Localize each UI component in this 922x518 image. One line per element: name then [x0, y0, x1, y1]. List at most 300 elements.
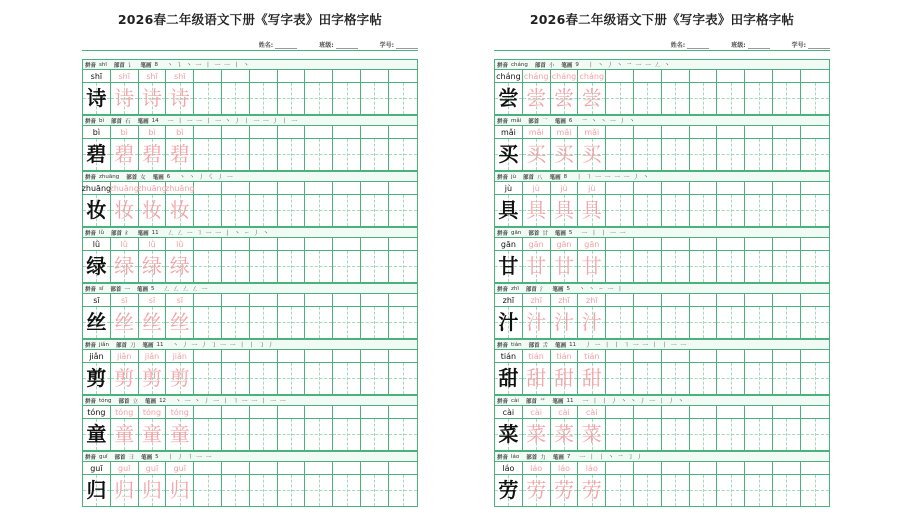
tianzige-cell: [523, 195, 551, 226]
tianzige-cell: [166, 419, 194, 450]
tianzige-cell: [578, 251, 606, 282]
character-block: [494, 59, 830, 115]
blank-practice-cell: [333, 195, 361, 226]
stroke-count: 14: [151, 117, 159, 124]
pinyin-cell: láo: [523, 462, 551, 473]
pinyin-cell: jù: [578, 182, 606, 193]
blank-practice-cell: [690, 139, 718, 170]
pinyin-cell: jiǎn: [139, 350, 167, 361]
pinyin-cell: [662, 70, 690, 81]
radical-label: 部首: [528, 230, 540, 237]
worksheet-title: 2026春二年级语文下册《写字表》田字格字帖: [529, 12, 795, 27]
stroke-glyph: 一: [645, 62, 652, 70]
blank-practice-cell: [690, 307, 718, 338]
stroke-glyph: 一: [167, 118, 175, 126]
pinyin-cell: [606, 406, 634, 417]
stroke-glyph: 丶: [597, 62, 604, 70]
pinyin-cell: [717, 406, 745, 417]
trace-character: 劳: [581, 478, 602, 503]
pinyin-value: gān: [511, 229, 522, 236]
strokes-label: 笔画: [137, 230, 149, 237]
stroke-glyph: 丨: [587, 62, 595, 70]
stroke-glyph: 一: [270, 398, 277, 406]
id-field: [792, 40, 830, 49]
radical-label: 部首: [526, 454, 538, 461]
character-block: [82, 171, 418, 227]
blank-practice-cell: [333, 251, 361, 282]
character-block: [494, 395, 830, 451]
id-label: 学号:: [379, 42, 394, 49]
stroke-glyph: ㇜: [163, 286, 170, 294]
tianzige-cell: [578, 363, 606, 394]
blank-practice-cell: [389, 139, 417, 170]
pinyin-cell: [278, 462, 306, 473]
blank-practice-cell: [801, 139, 829, 170]
strokes-label: 笔画: [561, 62, 573, 69]
stroke-glyph: 丶: [262, 230, 270, 238]
stroke-glyph: 一: [619, 230, 626, 238]
pinyin-cell: [717, 294, 745, 305]
trace-character: 汁: [581, 310, 602, 335]
strokes-label: 笔画: [552, 398, 564, 405]
pinyin-cell: [222, 406, 250, 417]
tianzige-cell: [495, 307, 523, 338]
pinyin-cell: bì: [111, 126, 139, 137]
stroke-count: 5: [150, 285, 155, 292]
radical-label: 部首: [114, 454, 126, 461]
pinyin-cell: [717, 238, 745, 249]
blank-practice-cell: [717, 475, 745, 506]
character-row: [82, 194, 418, 227]
stroke-glyph: ㇕: [186, 454, 194, 462]
pinyin-cell: [389, 406, 417, 417]
pinyin-cell: sī: [166, 294, 194, 305]
trace-character: 买: [526, 142, 547, 167]
pinyin-cell: [662, 406, 690, 417]
blank-practice-cell: [361, 307, 389, 338]
blank-practice-cell: [606, 475, 634, 506]
pinyin-cell: [634, 406, 662, 417]
blank-practice-cell: [305, 419, 333, 450]
character-info-header: [494, 227, 830, 237]
trace-character: 诗: [169, 86, 190, 111]
model-character: 碧: [86, 142, 107, 167]
blank-practice-cell: [662, 139, 690, 170]
right-worksheet: [494, 0, 830, 518]
stroke-glyph: ㇆: [210, 342, 218, 350]
blank-practice-cell: [389, 251, 417, 282]
pinyin-cell: guī: [166, 462, 194, 473]
blank-practice-cell: [250, 83, 278, 114]
pinyin-cell: [717, 70, 745, 81]
stroke-order: [581, 116, 635, 125]
strokes-label: 笔画: [552, 454, 564, 461]
stroke-count: 12: [159, 397, 167, 404]
tianzige-cell: [83, 363, 111, 394]
stroke-glyph: 一: [215, 230, 222, 238]
pinyin-row: [494, 461, 830, 473]
pinyin-cell: [333, 182, 361, 193]
stroke-order: [579, 452, 643, 461]
pinyin-cell: [222, 126, 250, 137]
blank-practice-cell: [278, 139, 306, 170]
trace-character: 菜: [526, 422, 547, 447]
character-row: [82, 250, 418, 283]
stroke-glyph: 丶: [234, 230, 241, 238]
trace-character: 绿: [141, 254, 162, 279]
pinyin-cell: [634, 70, 662, 81]
pinyin-value: láo: [511, 453, 520, 460]
blank-practice-cell: [606, 419, 634, 450]
stroke-glyph: ㇆: [258, 342, 265, 350]
pinyin-cell: [194, 406, 222, 417]
pinyin-cell: [333, 462, 361, 473]
strokes-label: 笔画: [152, 174, 164, 181]
pinyin-cell: lǜ: [139, 238, 167, 249]
blank-practice-cell: [745, 363, 773, 394]
pinyin-cell: [634, 462, 662, 473]
pinyin-cell: [717, 182, 745, 193]
tianzige-cell: [523, 307, 551, 338]
pinyin-cell: [305, 462, 333, 473]
stroke-count: 9: [575, 61, 579, 68]
tianzige-cell: [551, 307, 579, 338]
pinyin-cell: [361, 294, 389, 305]
stroke-glyph: 丿: [606, 62, 614, 70]
stroke-glyph: ㇀: [243, 230, 251, 238]
tianzige-cell: [495, 363, 523, 394]
model-character: 汁: [498, 310, 519, 335]
stroke-glyph: 丶: [620, 398, 628, 406]
trace-character: 菜: [553, 422, 574, 447]
stroke-glyph: 一: [205, 230, 213, 238]
stroke-glyph: 一: [201, 286, 209, 294]
blank-practice-cell: [634, 139, 662, 170]
stroke-glyph: 丨: [248, 342, 256, 350]
stroke-glyph: 丨: [658, 398, 666, 406]
stroke-count: 6: [568, 117, 573, 124]
stroke-glyph: ㇆: [626, 454, 634, 462]
pinyin-label: 拼音: [85, 454, 97, 461]
blank-practice-cell: [662, 475, 690, 506]
tianzige-cell: [523, 251, 551, 282]
trace-character: 甘: [553, 254, 574, 279]
pinyin-value: cài: [511, 397, 519, 404]
blank-practice-cell: [250, 307, 278, 338]
pinyin-cell: [333, 350, 361, 361]
radical-value: 力: [540, 454, 546, 461]
trace-character: 甜: [526, 366, 547, 391]
pinyin-cell: [773, 406, 801, 417]
pinyin-cell: bì: [166, 126, 194, 137]
radical-label: 部首: [118, 398, 130, 405]
pinyin-cell: [745, 462, 773, 473]
tianzige-cell: [111, 195, 139, 226]
pinyin-cell: [222, 238, 250, 249]
stroke-glyph: 一: [196, 454, 203, 462]
stroke-glyph: 丶: [590, 118, 598, 126]
stroke-glyph: 丨: [167, 454, 175, 462]
trace-character: 归: [114, 478, 135, 503]
stroke-glyph: 丨: [592, 398, 599, 406]
pinyin-cell: [773, 182, 801, 193]
practice-grid: [82, 59, 418, 507]
stroke-count: 5: [566, 285, 570, 292]
blank-practice-cell: [194, 195, 222, 226]
pinyin-cell: mǎi: [495, 126, 523, 137]
pinyin-cell: [278, 70, 306, 81]
pinyin-cell: láo: [551, 462, 579, 473]
strokes-label: 笔画: [555, 342, 567, 349]
stroke-glyph: 丶: [243, 62, 250, 70]
stroke-glyph: 丨: [233, 62, 241, 70]
pinyin-cell: [222, 294, 250, 305]
stroke-glyph: 一: [195, 62, 203, 70]
stroke-order: [583, 396, 685, 405]
pinyin-cell: [690, 294, 718, 305]
pinyin-cell: [773, 350, 801, 361]
blank-practice-cell: [773, 475, 801, 506]
pinyin-cell: láo: [578, 462, 606, 473]
blank-practice-cell: [662, 195, 690, 226]
stroke-glyph: 一: [226, 174, 234, 182]
stroke-glyph: 一: [241, 398, 249, 406]
blank-practice-cell: [662, 307, 690, 338]
stroke-order: [179, 172, 233, 181]
pinyin-cell: [194, 294, 222, 305]
pinyin-cell: [361, 70, 389, 81]
pinyin-cell: shī: [83, 70, 111, 81]
blank-practice-cell: [773, 363, 801, 394]
pinyin-cell: [222, 350, 250, 361]
model-character: 菜: [498, 422, 519, 447]
pinyin-label: 拼音: [85, 398, 97, 405]
pinyin-cell: jù: [551, 182, 579, 193]
pinyin-cell: [690, 70, 718, 81]
blank-practice-cell: [222, 307, 250, 338]
blank-practice-cell: [305, 139, 333, 170]
tianzige-cell: [139, 139, 167, 170]
header-divider: [82, 50, 418, 51]
stroke-glyph: 一: [607, 286, 615, 294]
tianzige-cell: [139, 307, 167, 338]
stroke-glyph: ㇜: [192, 286, 199, 294]
stroke-glyph: 丿: [198, 174, 205, 182]
character-block: [82, 339, 418, 395]
pinyin-cell: guī: [139, 462, 167, 473]
pinyin-cell: jù: [495, 182, 523, 193]
blank-practice-cell: [717, 251, 745, 282]
pinyin-cell: [634, 294, 662, 305]
character-info-header: [82, 115, 418, 125]
pinyin-cell: zhuāng: [81, 183, 112, 193]
pinyin-value: shī: [99, 61, 107, 68]
blank-practice-cell: [745, 139, 773, 170]
pinyin-value: tián: [511, 341, 522, 348]
stroke-glyph: 一: [215, 118, 222, 126]
stroke-glyph: 一: [224, 62, 231, 70]
blank-practice-cell: [801, 363, 829, 394]
pinyin-value: bì: [99, 117, 105, 124]
stroke-glyph: 一: [279, 398, 287, 406]
tianzige-cell: [111, 251, 139, 282]
trace-character: 菜: [581, 422, 602, 447]
blank-practice-cell: [361, 419, 389, 450]
trace-character: 具: [526, 198, 547, 223]
stroke-glyph: 丨: [205, 62, 212, 70]
tianzige-cell: [551, 139, 579, 170]
pinyin-row: [494, 405, 830, 417]
stroke-glyph: 丿: [619, 118, 626, 126]
blank-practice-cell: [389, 475, 417, 506]
pinyin-cell: [222, 462, 250, 473]
pinyin-row: [494, 181, 830, 193]
radical-value: 一: [124, 286, 130, 293]
pinyin-cell: [278, 406, 306, 417]
stroke-count: 11: [156, 341, 164, 348]
blank-practice-cell: [333, 139, 361, 170]
stroke-glyph: 一: [229, 342, 237, 350]
stroke-glyph: 丨: [590, 230, 598, 238]
stroke-glyph: 丿: [182, 342, 189, 350]
stroke-glyph: ㇕: [232, 398, 239, 406]
radical-value: 立: [132, 398, 139, 405]
character-row: [82, 138, 418, 171]
pinyin-cell: [194, 70, 222, 81]
stroke-order: [581, 228, 626, 237]
blank-practice-cell: [690, 475, 718, 506]
pinyin-value: zhuāng: [99, 173, 120, 180]
pinyin-cell: [745, 126, 773, 137]
model-character: 尝: [498, 86, 519, 111]
stroke-glyph: 丶: [179, 174, 186, 182]
strokes-label: 笔画: [554, 230, 566, 237]
pinyin-row: [82, 181, 418, 193]
stroke-order: [585, 340, 687, 349]
pinyin-row: [82, 69, 418, 81]
pinyin-cell: [690, 406, 718, 417]
pinyin-cell: cài: [523, 406, 551, 417]
pinyin-row: [494, 69, 830, 81]
blank-practice-cell: [801, 475, 829, 506]
character-block: [494, 339, 830, 395]
blank-practice-cell: [305, 195, 333, 226]
pinyin-cell: [634, 350, 662, 361]
tianzige-cell: [83, 195, 111, 226]
trace-character: 绿: [114, 254, 135, 279]
blank-practice-cell: [194, 251, 222, 282]
radical-value: 八: [537, 174, 543, 181]
pinyin-cell: [745, 238, 773, 249]
pinyin-cell: cài: [578, 406, 606, 417]
tianzige-cell: [111, 363, 139, 394]
pinyin-cell: [333, 70, 361, 81]
blank-practice-cell: [194, 307, 222, 338]
pinyin-cell: [773, 126, 801, 137]
pinyin-cell: [250, 70, 278, 81]
stroke-glyph: 丶: [588, 286, 595, 294]
trace-character: 诗: [141, 86, 162, 111]
trace-character: 尝: [553, 86, 574, 111]
blank-practice-cell: [194, 475, 222, 506]
stroke-glyph: 一: [623, 174, 631, 182]
pinyin-cell: guī: [83, 462, 111, 473]
blank-practice-cell: [361, 363, 389, 394]
character-row: [494, 82, 830, 115]
trace-character: 汁: [553, 310, 574, 335]
tianzige-cell: [495, 139, 523, 170]
stroke-glyph: 丶: [628, 118, 636, 126]
model-character: 丝: [86, 310, 107, 335]
pinyin-cell: [662, 462, 690, 473]
blank-practice-cell: [361, 475, 389, 506]
pinyin-cell: lǜ: [111, 238, 139, 249]
character-row: [494, 362, 830, 395]
pinyin-label: 拼音: [497, 230, 509, 237]
character-info-header: [494, 451, 830, 461]
pinyin-cell: [801, 238, 829, 249]
blank-practice-cell: [305, 83, 333, 114]
pinyin-value: jiǎn: [99, 341, 109, 348]
radical-label: 部首: [523, 174, 535, 181]
trace-character: 汁: [526, 310, 547, 335]
pinyin-cell: tóng: [166, 406, 194, 417]
pinyin-cell: [333, 406, 361, 417]
pinyin-cell: tóng: [111, 406, 139, 417]
pinyin-cell: [361, 350, 389, 361]
tianzige-cell: [166, 83, 194, 114]
name-field: [259, 40, 297, 49]
pinyin-cell: [662, 182, 690, 193]
trace-character: 劳: [526, 478, 547, 503]
blank-practice-cell: [801, 419, 829, 450]
strokes-label: 笔画: [142, 342, 154, 349]
trace-character: 买: [553, 142, 574, 167]
stroke-glyph: 一: [184, 398, 192, 406]
pinyin-row: [494, 349, 830, 361]
pinyin-cell: shī: [139, 70, 167, 81]
character-block: [494, 283, 830, 339]
pinyin-row: [82, 125, 418, 137]
stroke-glyph: 丨: [604, 342, 611, 350]
character-block: [82, 227, 418, 283]
pinyin-cell: [690, 238, 718, 249]
stroke-count: 8: [154, 61, 158, 68]
strokes-label: 笔画: [549, 174, 561, 181]
stroke-order: [167, 60, 250, 69]
student-info: [671, 40, 830, 49]
blank-practice-cell: [745, 251, 773, 282]
pinyin-cell: [801, 406, 829, 417]
pinyin-cell: [801, 294, 829, 305]
pinyin-cell: [606, 350, 634, 361]
blank-practice-cell: [194, 419, 222, 450]
pinyin-cell: [278, 238, 306, 249]
stroke-count: 5: [568, 229, 573, 236]
stroke-glyph: 一: [649, 398, 656, 406]
pinyin-cell: [305, 406, 333, 417]
blank-practice-cell: [361, 83, 389, 114]
pinyin-cell: [250, 294, 278, 305]
stroke-count: 6: [166, 173, 171, 180]
tianzige-cell: [551, 363, 579, 394]
pinyin-cell: [773, 462, 801, 473]
radical-label: 部首: [110, 286, 122, 293]
pinyin-cell: [361, 406, 389, 417]
blank-practice-cell: [305, 363, 333, 394]
pinyin-cell: zhī: [523, 294, 551, 305]
pinyin-cell: [250, 406, 278, 417]
